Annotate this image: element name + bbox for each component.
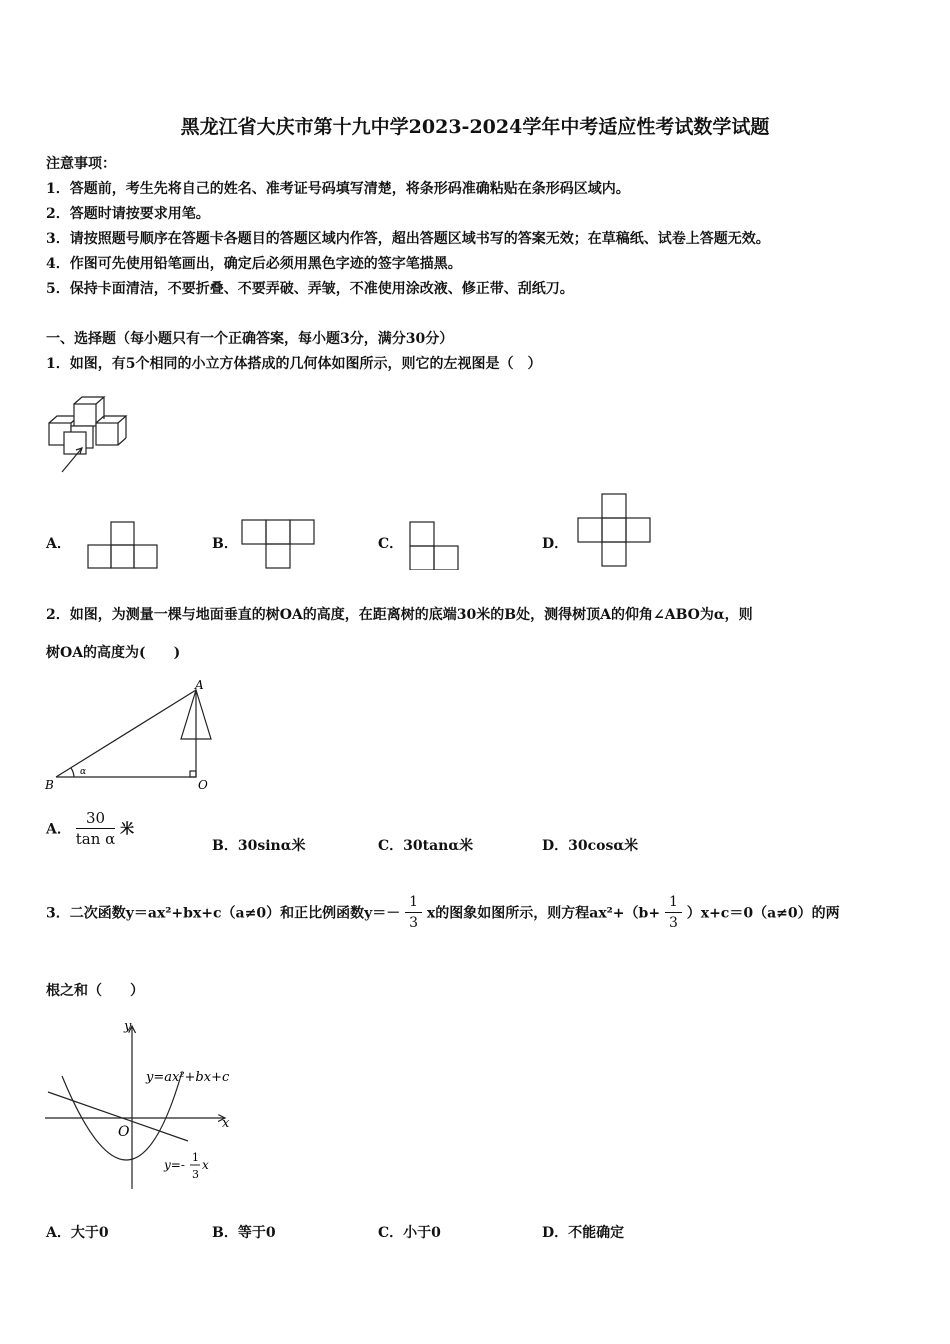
q3-stem-line1	[46, 892, 840, 933]
q2-figure	[40, 676, 220, 796]
q3-fraction-1-numerator: 1	[405, 892, 422, 913]
q2-option-a	[46, 808, 134, 849]
q3-origin-label: O	[118, 1124, 130, 1140]
q1-option-d-figure	[576, 492, 654, 570]
q2-option-b: B．30sinα米	[212, 838, 306, 854]
q3-parabola-label: y=ax²+bx+c	[146, 1070, 230, 1085]
q2-label-a: A	[195, 678, 204, 692]
q3-option-d: D．不能确定	[542, 1225, 625, 1241]
q3-option-a: A．大于0	[46, 1225, 109, 1241]
q2-label-o: O	[198, 778, 208, 792]
q1-option-a-label: A．	[46, 536, 71, 552]
q3-fraction-2-denominator: 3	[668, 915, 678, 931]
q1-option-c-figure	[408, 520, 463, 570]
q3-line-label: y=-	[164, 1158, 185, 1172]
q2-label-alpha: α	[80, 767, 87, 777]
q1-option-b-figure	[240, 518, 318, 570]
q2-stem-line2: 树OA的高度为( )	[46, 645, 181, 661]
q3-option-b: B．等于0	[212, 1225, 276, 1241]
q3-option-c: C．小于0	[378, 1225, 441, 1241]
q3-axis-x-label: x	[222, 1116, 230, 1131]
q3-stem-part2: x的图象如图所示，则方程ax²+（b+	[426, 905, 661, 922]
q3-graph	[40, 1014, 250, 1194]
note-item-5: 5．保持卡面清洁，不要折叠、不要弄破、弄皱，不准使用涂改液、修正带、刮纸刀。	[46, 281, 574, 297]
q2-option-a-label: A．	[46, 821, 71, 838]
note-item-2: 2．答题时请按要求用笔。	[46, 206, 210, 222]
q3-stem-part1: 3．二次函数y＝ax²+bx+c（a≠0）和正比例函数y＝－	[46, 905, 401, 922]
q3-fraction-2	[665, 892, 682, 933]
q2-option-a-denominator: tan α	[75, 830, 116, 848]
q2-option-a-unit: 米	[120, 821, 135, 838]
q3-axis-y-label: y	[124, 1019, 132, 1034]
notes-heading: 注意事项：	[46, 156, 116, 172]
q3-fraction-2-numerator: 1	[665, 892, 682, 913]
section-heading: 一、选择题（每小题只有一个正确答案，每小题3分，满分30分）	[46, 331, 454, 347]
q1-option-c-label: C．	[378, 536, 404, 552]
q3-line-label-num: 1	[192, 1151, 199, 1164]
q2-option-c: C．30tanα米	[378, 838, 474, 854]
q2-option-a-fraction	[76, 808, 116, 849]
q3-line-label-var: x	[202, 1158, 209, 1172]
q1-option-a-figure	[86, 520, 161, 570]
q3-stem-line2: 根之和（ ）	[46, 983, 144, 999]
note-item-4: 4．作图可先使用铅笔画出，确定后必须用黑色字迹的签字笔描黑。	[46, 256, 462, 272]
q3-line-label-den: 3	[192, 1168, 199, 1181]
q2-stem-line1: 2．如图，为测量一棵与地面垂直的树OA的高度，在距离树的底端30米的B处，测得树顶A的仰角∠ABO为α，则	[46, 607, 753, 623]
q3-stem-part3: ）x+c＝0（a≠0）的两	[686, 905, 840, 922]
q2-option-a-numerator: 30	[76, 808, 116, 829]
q1-option-b-label: B．	[212, 536, 238, 552]
q1-option-d-label: D．	[542, 536, 569, 552]
q2-label-b: B	[45, 778, 54, 792]
q3-fraction-1	[405, 892, 422, 933]
q1-stem: 1．如图，有5个相同的小立方体搭成的几何体如图所示，则它的左视图是（ ）	[46, 356, 542, 372]
page-title: 黑龙江省大庆市第十九中学2023-2024学年中考适应性考试数学试题	[180, 116, 770, 138]
q2-option-d: D．30cosα米	[542, 838, 639, 854]
q1-solid-figure	[44, 388, 134, 478]
q3-fraction-1-denominator: 3	[409, 915, 419, 931]
note-item-1: 1．答题前，考生先将自己的姓名、准考证号码填写清楚，将条形码准确粘贴在条形码区域内。	[46, 181, 630, 197]
note-item-3: 3．请按照题号顺序在答题卡各题目的答题区域内作答，超出答题区域书写的答案无效；在草稿纸、试卷上答题无效。	[46, 231, 770, 247]
